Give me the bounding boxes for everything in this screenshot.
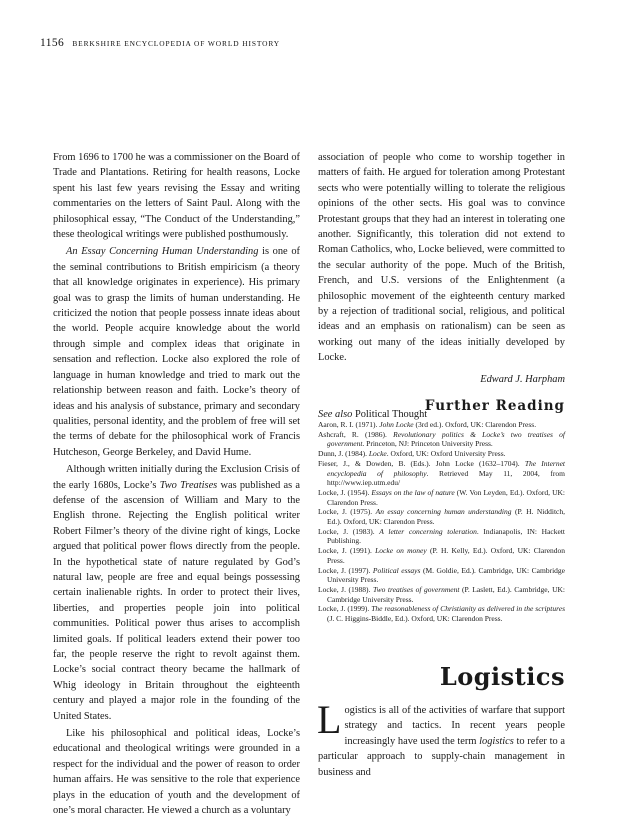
paragraph: From 1696 to 1700 he was a commissioner on the Board of Trade and Plantations. Retiring for health reasons, Locke spent his last few years revising the Essay and writing commentaries on the letters of Saint Paul. Along with the philosophical essay, “The Conduct of the Understanding,” these theological writings were published posthumously. — [53, 152, 300, 241]
reference-title: The reasonableness of Christianity as delivered in the scriptures — [371, 604, 565, 614]
running-header — [40, 37, 280, 49]
reference-title: John Locke — [379, 420, 414, 429]
paragraph: Although written initially during the Exclusion Crisis of the early 1680s, Locke’s Two Treatises was published as a defense of the ascension of William and Mary to the English throne. Rejecting the English political writer Robert Filmer’s theory of the divine right of kings, Locke argued that political power flows directly from the people. In the hypothetical state of nature regulated by God’s natural law, people are free and equal beings possessing certain inalienable rights. In order to protect their lives, liberties, and properties people join into political communities. Political power thus arises to accomplish limited goals. If political leaders extend their power too far, the people reserve the right to revolt against them. Locke’s social contract theory became the hallmark of Whig ideology in Britain throughout the eighteenth century and played a major role in the founding of the United States. — [53, 464, 300, 722]
running-title: BERKSHIRE ENCYCLOPEDIA OF WORLD HISTORY — [72, 39, 281, 48]
reference-title: Locke on money — [375, 546, 427, 556]
see-also-link[interactable]: Political Thought — [352, 409, 428, 421]
book-title: Two Treatises — [159, 479, 218, 491]
page-number: 1156 — [40, 37, 65, 49]
further-reading-heading: Further Reading — [424, 398, 565, 414]
paragraph: Like his philosophical and political ideas, Locke’s educational and theological writings were grounded in a respect for the individual and the power of reason to order human affairs. He was sensitive to the role that experience plays in the education of youth and the development of one’s moral character. He viewed a church as a voluntary — [53, 728, 300, 817]
reference-entry: Locke, J. (1954). Essays on the law of nature (W. Von Leyden, Ed.). Oxford, UK: Clarendon Press. — [318, 487, 565, 507]
reference-entry: Locke, J. (1999). The reasonableness of Christianity as delivered in the scriptures (J. C. Higgins-Biddle, Ed.). Oxford, UK: Clarendon Press. — [318, 604, 565, 624]
emphasized-term: logistics — [479, 735, 514, 747]
logistics-heading: Logistics — [439, 662, 565, 691]
reference-title: Two treatises of government — [373, 584, 460, 594]
reference-entry: Dunn, J. (1984). Locke. Oxford, UK: Oxford University Press. — [318, 449, 506, 459]
reference-title: A letter concerning toleration — [379, 526, 477, 536]
logistics-intro: Logistics is all of the activities of warfare that support strategy and tactics. In recent years people increasingly have used the term logistics to refer to a particular approach to supply-chain management in business and — [317, 697, 565, 778]
reference-title: An essay concerning human understanding — [375, 507, 512, 517]
left-column — [53, 150, 300, 818]
reference-entry: Ashcraft, R. (1986). Revolutionary politics & Locke’s two treatises of government. Princeton, NJ: Princeton University Press. — [318, 429, 565, 449]
right-column — [318, 150, 565, 423]
drop-cap: L — [317, 697, 342, 742]
reference-title: Essays on the law of nature — [371, 487, 455, 497]
reference-entry: Fieser, J., & Dowden, B. (Eds.). John Locke (1632–1704). The Internet encyclopedia of philosophy. Retrieved May 11, 2004, from http://www.iep.utm.edu/ — [318, 458, 566, 488]
reference-entry: Locke, J. (1991). Locke on money (P. H. Kelly, Ed.). Oxford, UK: Clarendon Press. — [318, 546, 566, 565]
reference-entry: Locke, J. (1997). Political essays (M. Goldie, Ed.). Cambridge, UK: Cambridge University Press. — [318, 565, 565, 585]
reference-entry: Aaron, R. I. (1971). John Locke (3rd ed.). Oxford, UK: Clarendon Press. — [318, 420, 537, 429]
reference-entry: Locke, J. (1988). Two treatises of government (P. Laslett, Ed.). Cambridge, UK: Cambridge University Press. — [318, 584, 565, 604]
reference-entry: Locke, J. (1983). A letter concerning toleration. Indianapolis, IN: Hackett Publishing. — [318, 526, 565, 546]
reference-entry: Locke, J. (1975). An essay concerning human understanding (P. H. Nidditch, Ed.). Oxford, UK: Clarendon Press. — [318, 507, 565, 527]
book-title: An Essay Concerning Human Understanding — [66, 246, 259, 258]
references-list — [318, 420, 565, 624]
reference-title: The Internet encyclopedia of philosophy — [327, 458, 565, 478]
article-author: Edward J. Harpham — [480, 373, 565, 385]
paragraph: An Essay Concerning Human Understanding is one of the seminal contributions to British empiricism (a theory that all knowledge originates in experience). His primary goal was to grasp the limits of human understanding. He criticized the notion that people possess innate ideas about the world. People acquire knowledge about the world through simple and complex ideas that originate in sensation and reflection. Locke also explored the role of language in human knowledge and tried to mark out the relationship between reason and faith. Locke’s theory of ideas and his analysis of substance, primary and secondary qualities, personal identity, and the problem of free will set the terms of debate for the philosophical work of Francis Hutcheson, George Berkeley, and David Hume. — [53, 246, 300, 458]
paragraph: association of people who come to worship together in matters of faith. He argued for toleration among Protestant sects who were potentially willing to tolerate the religious opinions of the other sects. His goal was to convince Protestant groups that they had an interest in tolerating one another. Significantly, this toleration did not extend to Roman Catholics, who, Locke believed, were committed to the secular authority of the pope. Much of the British, French, and U.S. versions of the Enlightenment (a philosophic movement of the eighteenth century marked by a rejection of traditional social, religious, and political ideas and an emphasis on rationalism) can be seen as working out many of the ideas initially developed by Locke. — [318, 152, 566, 364]
reference-title: Political essays — [372, 565, 421, 575]
reference-title: Revolutionary politics & Locke’s two treatises of government — [327, 429, 565, 449]
see-also: See also Political Thought — [318, 409, 428, 421]
reference-title: Locke — [368, 449, 387, 459]
